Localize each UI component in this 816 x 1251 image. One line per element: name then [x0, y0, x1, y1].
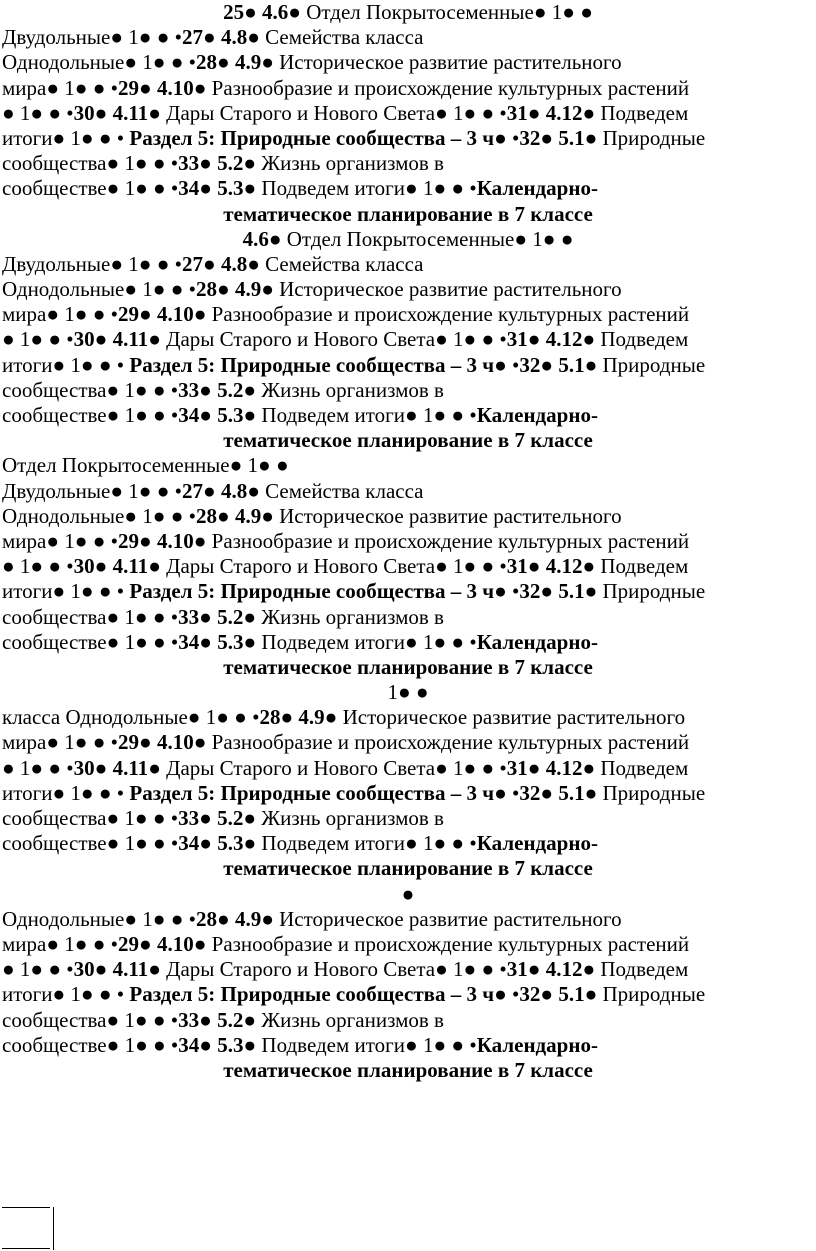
- text-run: ● Природные: [584, 352, 706, 377]
- bold-text-run: 25: [223, 0, 245, 24]
- bold-text-run: 34: [178, 176, 200, 201]
- bold-text-run: 5.2: [217, 1007, 244, 1032]
- text-run: ● Жизнь организмов в: [243, 151, 444, 176]
- text-block: [2, 453, 814, 680]
- bold-text-run: тематическое планирование в 7 классе: [223, 428, 593, 453]
- text-run: ● 1● ● •: [2, 327, 74, 352]
- text-line: [2, 353, 814, 378]
- bold-text-run: 4.12: [545, 755, 583, 780]
- bold-text-run: 30: [73, 957, 95, 982]
- text-line: [2, 428, 814, 453]
- text-line: [2, 1058, 814, 1083]
- bold-text-run: 4.12: [545, 100, 583, 125]
- text-run: ● Жизнь организмов в: [243, 377, 444, 402]
- text-run: ● •: [494, 579, 520, 604]
- bold-text-run: 5.2: [217, 806, 244, 830]
- bold-text-run: 4.10: [156, 730, 194, 755]
- text-run: ● Семейства класса: [247, 25, 424, 50]
- text-run: мира● 1● ● •: [2, 302, 119, 327]
- bold-text-run: 4.10: [156, 528, 194, 553]
- bold-text-run: Раздел 5: Природные сообщества – 3 ч: [129, 780, 495, 805]
- text-run: сообществе● 1● ● •: [2, 831, 179, 856]
- bold-text-run: 29: [118, 75, 140, 100]
- bold-text-run: 28: [196, 50, 217, 75]
- text-block: [2, 680, 814, 882]
- bold-text-run: 4.9: [298, 705, 325, 730]
- bold-text-run: 5.1: [558, 579, 585, 604]
- text-run: ●: [540, 780, 559, 805]
- bold-text-run: 4.8: [220, 25, 248, 50]
- text-run: ●: [527, 755, 546, 780]
- text-line: [2, 554, 814, 579]
- bold-text-run: тематическое планирование в 7 классе: [223, 201, 593, 226]
- text-run: ● •: [494, 125, 520, 150]
- text-run: ●: [203, 25, 221, 50]
- text-run: ●: [203, 251, 221, 276]
- text-run: ● Разнообразие и происхождение культурных растений: [193, 730, 690, 755]
- text-line: [2, 403, 814, 428]
- text-run: Однодольные● 1● ● •: [2, 50, 196, 75]
- text-run: ●: [199, 831, 218, 856]
- text-run: ● Подведем итоги● 1● ● •: [243, 403, 477, 427]
- text-run: ● Подведем итоги● 1● ● •: [243, 831, 477, 856]
- text-run: сообществе● 1● ● •: [2, 403, 179, 427]
- text-run: ● Подведем: [582, 327, 689, 352]
- text-line: [2, 453, 814, 478]
- text-line: [2, 1033, 814, 1058]
- text-line: [2, 1008, 814, 1033]
- bold-text-run: 28: [259, 705, 281, 730]
- text-run: ●: [94, 554, 113, 579]
- text-run: мира● 1● ● •: [2, 931, 119, 956]
- text-run: итоги● 1● ● •: [2, 780, 130, 805]
- text-run: итоги● 1● ● •: [2, 125, 130, 150]
- bold-text-run: 32: [519, 780, 541, 805]
- text-run: Отдел Покрытосеменные● 1● ●: [2, 453, 289, 478]
- text-run: ●: [199, 806, 218, 830]
- text-run: ●: [94, 100, 113, 125]
- vertical-rule: [53, 1207, 54, 1250]
- text-run: ●: [139, 931, 157, 956]
- bold-text-run: 5.1: [558, 352, 585, 377]
- text-run: ●: [199, 377, 218, 402]
- bold-text-run: 4.6: [262, 0, 289, 24]
- text-run: ●: [94, 957, 113, 982]
- bold-text-run: 5.3: [217, 176, 244, 201]
- text-run: ● Жизнь организмов в: [243, 604, 444, 629]
- text-run: ●: [199, 1007, 218, 1032]
- text-run: ● Жизнь организмов в: [243, 806, 444, 830]
- text-run: ● Дары Старого и Нового Света● 1● ● •: [148, 957, 507, 982]
- text-run: ●: [94, 755, 113, 780]
- text-run: ● Историческое развитие растительного: [324, 705, 686, 730]
- text-run: сообществе● 1● ● •: [2, 1032, 179, 1057]
- bold-text-run: 5.1: [558, 125, 585, 150]
- bold-text-run: 4.8: [220, 478, 248, 503]
- bold-text-run: тематическое планирование в 7 классе: [223, 654, 593, 679]
- bold-text-run: 30: [73, 554, 95, 579]
- text-line: [2, 0, 814, 25]
- text-run: сообществе● 1● ● •: [2, 176, 179, 201]
- text-run: Однодольные● 1● ● •: [2, 503, 196, 528]
- text-run: ●: [527, 957, 546, 982]
- bold-text-run: Календарно-: [476, 403, 598, 427]
- text-line: [2, 176, 814, 201]
- text-line: [2, 882, 814, 907]
- bold-text-run: Раздел 5: Природные сообщества – 3 ч: [129, 579, 495, 604]
- text-run: Однодольные● 1● ● •: [2, 906, 196, 931]
- bold-text-run: 34: [178, 831, 200, 856]
- text-run: ●: [199, 151, 218, 176]
- text-run: ●: [199, 403, 218, 427]
- text-run: ●: [199, 176, 218, 201]
- text-run: ●: [199, 629, 218, 654]
- bold-text-run: 33: [178, 604, 200, 629]
- text-run: ● Отдел Покрытосеменные● 1● ●: [268, 226, 574, 251]
- text-line: [2, 630, 814, 655]
- bold-text-run: 4.9: [234, 503, 262, 528]
- bold-text-run: 29: [118, 730, 140, 755]
- bold-text-run: Календарно-: [476, 629, 598, 654]
- text-run: ● 1● ● •: [2, 957, 74, 982]
- text-run: ● •: [494, 982, 520, 1007]
- text-run: ●: [139, 75, 157, 100]
- bold-text-run: 32: [519, 579, 541, 604]
- bold-text-run: 30: [73, 327, 95, 352]
- bold-text-run: 5.2: [217, 151, 244, 176]
- bold-text-run: 27: [182, 251, 203, 276]
- bold-text-run: 27: [182, 25, 203, 50]
- text-run: ● Отдел Покрытосеменные● 1● ●: [288, 0, 593, 24]
- bold-text-run: Календарно-: [476, 1032, 598, 1057]
- text-line: [2, 982, 814, 1007]
- text-run: ● Подведем: [582, 755, 689, 780]
- bold-text-run: 4.11: [112, 755, 149, 780]
- text-line: [2, 378, 814, 403]
- text-run: ● Подведем итоги● 1● ● •: [243, 629, 477, 654]
- bold-text-run: Раздел 5: Природные сообщества – 3 ч: [129, 125, 495, 150]
- text-run: ●: [139, 302, 157, 327]
- text-run: ● •: [494, 352, 520, 377]
- text-line: [2, 50, 814, 75]
- bold-text-run: Календарно-: [476, 176, 598, 201]
- text-run: Двудольные● 1● ● •: [2, 25, 182, 50]
- text-run: сообществе● 1● ● •: [2, 629, 179, 654]
- text-run: ●: [217, 906, 235, 931]
- text-run: сообщества● 1● ● •: [2, 604, 179, 629]
- bold-text-run: 4.10: [156, 302, 194, 327]
- text-line: [2, 781, 814, 806]
- bold-text-run: 4.10: [156, 75, 194, 100]
- bold-text-run: 32: [519, 125, 541, 150]
- text-line: [2, 202, 814, 227]
- text-run: ● 1● ● •: [2, 100, 74, 125]
- text-run: ● Историческое развитие растительного: [261, 906, 622, 931]
- text-run: ● Природные: [584, 125, 706, 150]
- text-run: ●: [527, 554, 546, 579]
- text-run: ●: [540, 352, 559, 377]
- bold-text-run: 32: [519, 352, 541, 377]
- text-run: мира● 1● ● •: [2, 528, 119, 553]
- text-line: [2, 126, 814, 151]
- bold-text-run: 34: [178, 1032, 200, 1057]
- text-run: ● Природные: [584, 982, 706, 1007]
- text-run: ●: [139, 730, 157, 755]
- text-run: ● Разнообразие и происхождение культурных растений: [193, 302, 690, 327]
- bold-text-run: 4.6: [242, 226, 269, 251]
- bold-text-run: 30: [73, 755, 95, 780]
- bold-text-run: 4.8: [220, 251, 248, 276]
- text-run: ● Подведем: [582, 554, 689, 579]
- text-run: сообщества● 1● ● •: [2, 1007, 179, 1032]
- text-block: [2, 0, 814, 227]
- bold-text-run: 5.1: [558, 982, 585, 1007]
- bold-text-run: 4.9: [234, 277, 262, 302]
- text-run: ●: [217, 50, 235, 75]
- text-run: ●: [540, 579, 559, 604]
- bold-text-run: 28: [196, 906, 217, 931]
- bold-text-run: 5.3: [217, 629, 244, 654]
- text-run: мира● 1● ● •: [2, 75, 119, 100]
- text-run: ●: [540, 982, 559, 1007]
- text-run: ●: [540, 125, 559, 150]
- text-run: ●: [217, 277, 235, 302]
- bold-text-run: 29: [118, 302, 140, 327]
- bold-text-run: 5.2: [217, 377, 244, 402]
- bold-text-run: 28: [196, 503, 217, 528]
- bold-text-run: Раздел 5: Природные сообщества – 3 ч: [129, 982, 495, 1007]
- text-line: [2, 705, 814, 730]
- bold-text-run: 27: [182, 478, 203, 503]
- text-run: ● Дары Старого и Нового Света● 1● ● •: [148, 554, 507, 579]
- text-line: [2, 504, 814, 529]
- text-run: ● •: [494, 780, 520, 805]
- bold-text-run: 4.12: [545, 957, 583, 982]
- bold-text-run: 29: [118, 528, 140, 553]
- text-run: ● Разнообразие и происхождение культурных растений: [193, 528, 690, 553]
- text-run: ● Разнообразие и происхождение культурных растений: [193, 75, 690, 100]
- text-run: ●: [244, 0, 263, 24]
- text-run: ● Жизнь организмов в: [243, 1007, 444, 1032]
- text-run: сообщества● 1● ● •: [2, 806, 179, 830]
- bold-text-run: 34: [178, 629, 200, 654]
- bold-text-run: 33: [178, 1007, 200, 1032]
- bold-text-run: 4.12: [545, 327, 583, 352]
- text-line: [2, 680, 814, 705]
- text-run: 1● ●: [387, 680, 429, 705]
- text-run: ● Историческое развитие растительного: [261, 277, 622, 302]
- text-run: Двудольные● 1● ● •: [2, 478, 182, 503]
- bold-text-run: 5.3: [217, 1032, 244, 1057]
- text-run: итоги● 1● ● •: [2, 579, 130, 604]
- text-run: ● Подведем: [582, 100, 689, 125]
- text-run: ●: [401, 881, 415, 906]
- text-line: [2, 327, 814, 352]
- text-run: ● Дары Старого и Нового Света● 1● ● •: [148, 100, 507, 125]
- text-block: [2, 882, 814, 1084]
- bold-text-run: 4.11: [112, 554, 149, 579]
- text-line: [2, 756, 814, 781]
- text-run: ● Разнообразие и происхождение культурных растений: [193, 931, 690, 956]
- text-run: ● Природные: [584, 780, 706, 805]
- text-run: ● Семейства класса: [247, 251, 424, 276]
- text-line: [2, 579, 814, 604]
- bold-text-run: 5.1: [558, 780, 585, 805]
- bold-text-run: 4.11: [112, 957, 149, 982]
- text-run: ●: [203, 478, 221, 503]
- bold-text-run: 33: [178, 377, 200, 402]
- text-run: ● Подведем итоги● 1● ● •: [243, 1032, 477, 1057]
- text-line: [2, 529, 814, 554]
- text-run: Однодольные● 1● ● •: [2, 277, 196, 302]
- text-run: ●: [217, 503, 235, 528]
- text-run: ● Подведем: [582, 957, 689, 982]
- bold-text-run: 4.10: [156, 931, 194, 956]
- text-run: ● Природные: [584, 579, 706, 604]
- bold-text-run: 33: [178, 151, 200, 176]
- text-run: ● Историческое развитие растительного: [261, 50, 622, 75]
- bold-text-run: 31: [506, 100, 528, 125]
- text-line: [2, 76, 814, 101]
- text-run: ●: [139, 528, 157, 553]
- bold-text-run: Календарно-: [476, 831, 598, 856]
- text-run: ●: [527, 100, 546, 125]
- text-line: [2, 806, 814, 831]
- bold-text-run: 32: [519, 982, 541, 1007]
- text-run: ● Семейства класса: [247, 478, 424, 503]
- bold-text-run: 4.11: [112, 327, 149, 352]
- bold-text-run: 5.3: [217, 831, 244, 856]
- text-run: ● Историческое развитие растительного: [261, 503, 622, 528]
- bold-text-run: 31: [506, 327, 528, 352]
- text-line: [2, 277, 814, 302]
- bold-text-run: 31: [506, 554, 528, 579]
- text-line: [2, 252, 814, 277]
- bold-text-run: Раздел 5: Природные сообщества – 3 ч: [129, 352, 495, 377]
- text-line: [2, 932, 814, 957]
- text-run: ●: [199, 604, 218, 629]
- text-run: ● Дары Старого и Нового Света● 1● ● •: [148, 755, 507, 780]
- text-line: [2, 302, 814, 327]
- bold-text-run: 4.9: [234, 906, 262, 931]
- text-line: [2, 151, 814, 176]
- text-run: сообщества● 1● ● •: [2, 151, 179, 176]
- bold-text-run: 30: [73, 100, 95, 125]
- text-run: ● Подведем итоги● 1● ● •: [243, 176, 477, 201]
- text-line: [2, 479, 814, 504]
- text-run: ●: [199, 1032, 218, 1057]
- text-run: ●: [527, 327, 546, 352]
- text-line: [2, 605, 814, 630]
- text-run: итоги● 1● ● •: [2, 982, 130, 1007]
- text-run: класса Однодольные● 1● ● •: [2, 705, 260, 730]
- text-run: Двудольные● 1● ● •: [2, 251, 182, 276]
- text-run: сообщества● 1● ● •: [2, 377, 179, 402]
- bold-text-run: 31: [506, 755, 528, 780]
- text-run: ●: [94, 327, 113, 352]
- text-line: [2, 856, 814, 881]
- text-run: ●: [280, 705, 299, 730]
- text-run: ● Дары Старого и Нового Света● 1● ● •: [148, 327, 507, 352]
- text-line: [2, 227, 814, 252]
- text-run: ● 1● ● •: [2, 755, 74, 780]
- text-line: [2, 730, 814, 755]
- text-line: [2, 25, 814, 50]
- text-line: [2, 831, 814, 856]
- bold-text-run: 5.2: [217, 604, 244, 629]
- bold-text-run: 4.9: [234, 50, 262, 75]
- text-line: [2, 907, 814, 932]
- bold-text-run: 29: [118, 931, 140, 956]
- bold-text-run: тематическое планирование в 7 классе: [223, 1057, 593, 1082]
- bold-text-run: 28: [196, 277, 217, 302]
- text-run: ● 1● ● •: [2, 554, 74, 579]
- bold-text-run: 33: [178, 806, 200, 830]
- empty-cell-box: [2, 1207, 50, 1249]
- bold-text-run: 5.3: [217, 403, 244, 427]
- text-run: мира● 1● ● •: [2, 730, 119, 755]
- document-body: [2, 0, 814, 1083]
- bold-text-run: 34: [178, 403, 200, 427]
- bold-text-run: 4.11: [112, 100, 149, 125]
- bold-text-run: 4.12: [545, 554, 583, 579]
- text-block: [2, 227, 814, 454]
- bold-text-run: 31: [506, 957, 528, 982]
- bold-text-run: тематическое планирование в 7 классе: [223, 856, 593, 881]
- text-line: [2, 957, 814, 982]
- text-line: [2, 655, 814, 680]
- text-line: [2, 101, 814, 126]
- text-run: итоги● 1● ● •: [2, 352, 130, 377]
